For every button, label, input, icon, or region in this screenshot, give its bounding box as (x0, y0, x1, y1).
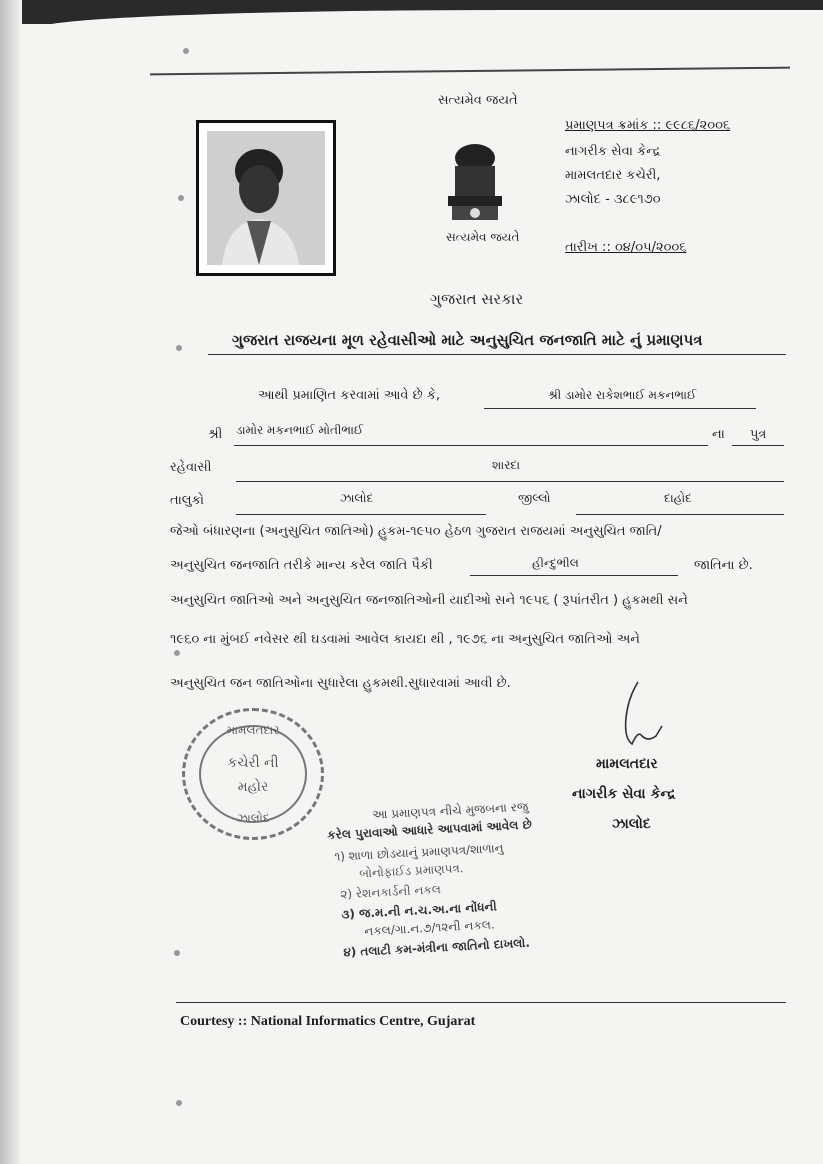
para-5: અનુસુચિત જન જાતિઓના સુધારેલા હુકમથી.સુધારવામાં આવી છે. (170, 676, 511, 691)
emblem-caption: સત્યમેવ જયતે (446, 230, 520, 244)
punch-hole-mark (176, 1100, 182, 1106)
para-3: અનુસુચિત જાતિઓ અને અનુસુચિત જનજાતિઓની યાદીઓ સને ૧૯૫૬ ( રૂપાંતરીત ) હુકમથી સને (170, 593, 688, 608)
holder-name: શ્રી ડામોર રાકેશભાઈ મકનભાઈ (548, 388, 697, 402)
district: દાહોદ (664, 491, 692, 505)
seal-middle-1: કચેરી ની (227, 755, 279, 771)
seal-bottom-text: ઝાલોદ (236, 811, 270, 825)
taluka-line (236, 514, 486, 515)
annex-heading-1: આ પ્રમાણપત્ર નીચે મુજબના રજુ (371, 799, 529, 822)
evidence-stamp (306, 793, 585, 977)
taluka: ઝાલોદ (340, 491, 374, 505)
footer-rule (176, 1002, 786, 1003)
relation: પુત્ર (750, 427, 767, 442)
holder-name-line (484, 408, 756, 409)
relation-line (732, 445, 784, 446)
signatory-office: નાગરીક સેવા કેન્દ્ર (572, 786, 676, 802)
na-text: ના (712, 427, 725, 442)
para-1: જેઓ બંધારણના (અનુસુચિત જાતિઓ) હુકમ-૧૯૫૦ હેઠળ ગુજરાત રાજયમાં અનુસુચિત જાતિ/ (170, 524, 662, 539)
signatory-title: મામલતદાર (596, 756, 658, 772)
signatory-place: ઝાલોદ (612, 816, 651, 832)
punch-hole-mark (178, 195, 184, 201)
caste: હીન્દુભીલ (532, 556, 579, 570)
office-line-1: નાગરીક સેવા કેન્દ્ર (565, 144, 661, 159)
national-emblem-icon (440, 138, 510, 238)
taluka-label: તાલુકો (170, 493, 205, 508)
office-line-3: ઝાલોદ - ૩૮૯૧૭૦ (565, 192, 661, 207)
holder-photo (196, 120, 336, 276)
motto: સત્યમેવ જયતે (438, 93, 518, 108)
annex-item-2: ૨) રેશનકાર્ડની નકલ (339, 882, 442, 902)
annex-heading-2: કરેલ પુરાવાઓ આધારે આપવામાં આવેલ છે (326, 817, 533, 843)
district-label: જીલ્લો (518, 491, 551, 505)
title-underline (208, 354, 786, 355)
para-2-prefix: અનુસુચિત જનજાતિ તરીકે માન્ય કરેલ જાતિ પૈકી (170, 558, 433, 573)
caste-line (470, 575, 678, 576)
top-rule (150, 67, 790, 76)
father-name: ડામોર મકનભાઈ મોતીભાઈ (236, 423, 364, 437)
annex-item-1b: બોનોફાઈડ પ્રમાણપત્ર. (358, 861, 464, 881)
annex-item-4: ૪) તલાટી કમ-મંત્રીના જાતિનો દાખલો. (343, 935, 531, 960)
father-name-line (234, 445, 708, 446)
footer-credit: Courtesy :: National Informatics Centre, Gujarat (180, 1014, 476, 1029)
annex-item-1: ૧) શાળા છોડયાનું પ્રમાણપત્ર/શાળાનુ (334, 840, 504, 864)
scan-left-shadow (0, 0, 22, 1164)
village: શારદા (492, 458, 521, 472)
para-4: ૧૯૬૦ ના મુંબઈ નવેસર થી ઘડવામાં આવેલ કાયદા થી , ૧૯૭૬ ના અનુસુચિત જાતિઓ અને (170, 632, 640, 647)
punch-hole-mark (176, 345, 182, 351)
seal-middle-2: મહોર (237, 779, 269, 795)
resident-label: રહેવાસી (170, 460, 212, 475)
para-2-suffix: જાતિના છે. (694, 558, 753, 573)
government-heading: ગુજરાત સરકાર (430, 290, 524, 308)
annex-item-3: ૩) જ.મ.ની ન.ચ.અ.ના નોંધની (341, 899, 498, 922)
punch-hole-mark (174, 650, 180, 656)
annex-item-3b: નકલ/ગા.ન.૭/૧૨ની નકલ. (363, 917, 496, 939)
village-line (236, 481, 784, 482)
punch-hole-mark (183, 48, 189, 54)
seal-top-text: મામલતદાર (226, 723, 280, 737)
district-line (576, 514, 784, 515)
intro-text: આથી પ્રમાણિત કરવામાં આવે છે કે, (258, 388, 441, 403)
office-line-2: મામલતદાર કચેરી, (565, 168, 661, 183)
certificate-number: પ્રમાણપત્ર ક્રમાંક :: ૯૯૮૬/૨૦૦૬ (565, 118, 731, 133)
certificate-title: ગુજરાત રાજયના મૂળ રહેવાસીઓ માટે અનુસુચિત જનજાતિ માટે નું પ્રમાણપત્ર (232, 331, 703, 349)
shri-prefix: શ્રી (208, 427, 223, 442)
punch-hole-mark (174, 950, 180, 956)
office-seal (182, 708, 324, 840)
issue-date: તારીખ :: ૦૪/૦૫/૨૦૦૬ (565, 240, 687, 255)
signature (608, 678, 668, 750)
